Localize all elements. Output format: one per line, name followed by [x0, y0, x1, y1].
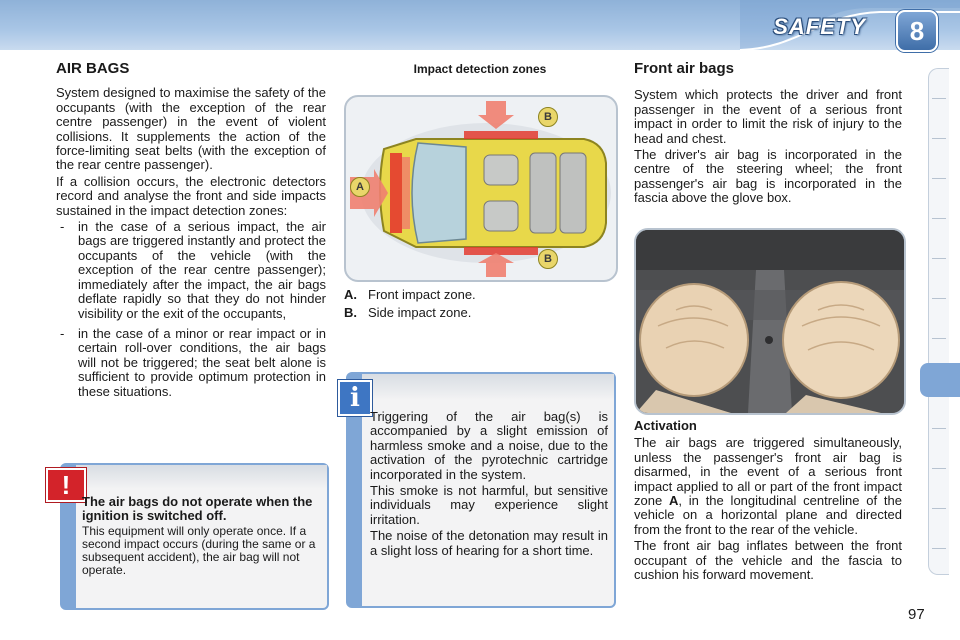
impact-zones-diagram: [344, 95, 618, 282]
tab-notch: [932, 178, 946, 179]
legend-text: Front impact zone.: [368, 287, 476, 302]
chapter-tabs: [928, 68, 960, 573]
front-airbags-photo: [634, 228, 906, 415]
legend-text: Side impact zone.: [368, 305, 472, 320]
activation-text-end: , in the longitudinal centreline of the vehicle on a horizontal plane and directed from the front to the rear of the vehicle.: [634, 493, 902, 537]
activation-section: [634, 419, 902, 584]
legend-row-a: [344, 286, 476, 304]
impact-cases-list: [56, 220, 326, 399]
page-number: 97: [908, 606, 925, 623]
tab-notch: [932, 298, 946, 299]
info-paragraph: This smoke is not harmful, but sensitive individuals may experience slight irritation.: [370, 483, 608, 527]
list-item: - in the case of a serious impact, the air bags are triggered instantly and protect the occupants of the vehicle (with the exception of the rear centre passenger); immediately after the impact, the air bags deflate rapidly so that they do not hinder visibility or the exit of the occupants,: [56, 220, 326, 321]
tab-notch: [932, 98, 946, 99]
warning-box-band: [76, 465, 327, 489]
chapter-number-badge: 8: [896, 10, 938, 52]
info-box-band: [362, 374, 614, 400]
tab-notch: [932, 338, 946, 339]
right-column-top: [634, 62, 902, 208]
list-item: - in the case of a minor or rear impact or in certain roll-over conditions, the air bags will not be triggered; the seat belt alone is sufficient to provide optimum protection in these situations.: [56, 327, 326, 399]
inflation-paragraph: The front air bag inflates between the front occupant of the vehicle and the fascia to cushion his forward movement.: [634, 538, 902, 583]
tab-rail: [928, 68, 949, 575]
zone-b-marker-bottom: B: [538, 249, 558, 269]
tab-notch: [932, 428, 946, 429]
warning-body-text: This equipment will only operate once. If a second impact occurs (during the same or a subsequent accident), the air bag will not operate.: [82, 524, 316, 577]
activation-heading: Activation: [634, 418, 697, 433]
tab-active-chapter[interactable]: [920, 363, 960, 397]
tab-notch: [932, 548, 946, 549]
tab-notch: [932, 218, 946, 219]
intro-paragraph: System designed to maximise the safety of the occupants (with the exception of the rear centre passenger) in the event of violent collisions. It supplements the action of the force-limiting seat belts (with the exception of the rear centre passenger).: [56, 85, 326, 173]
car-top-view-illustration: [346, 97, 616, 280]
zone-b-marker-top: B: [538, 107, 558, 127]
tab-notch: [932, 258, 946, 259]
info-icon: i: [338, 380, 372, 416]
section-title: SAFETY: [773, 14, 866, 39]
airbags-inflated-illustration: [636, 230, 904, 413]
tab-notch: [932, 468, 946, 469]
legend-row-b: [344, 304, 476, 322]
zone-a-marker: A: [350, 177, 370, 197]
diagram-legend: [344, 286, 476, 322]
air-bags-heading: AIR BAGS: [56, 60, 130, 77]
front-air-bags-heading: Front air bags: [634, 60, 735, 77]
legend-key: A.: [344, 287, 357, 302]
warning-text: [82, 495, 322, 577]
left-column: [56, 62, 326, 405]
front-airbags-paragraph: System which protects the driver and front passenger in the event of a serious front impact in order to limit the risk of injury to the head and chest.: [634, 87, 902, 146]
warning-bold-text: The air bags do not operate when the ignition is switched off.: [82, 494, 313, 523]
info-paragraph: The noise of the detonation may result in a slight loss of hearing for a short time.: [370, 528, 608, 558]
activation-text-start: The air bags are triggered simultaneously, unless the passenger's front air bag is disarmed, in the event of a serious front impact applied to all or part of the front impact zone: [634, 435, 902, 509]
info-text: [370, 410, 608, 560]
activation-zone-key: A: [668, 493, 679, 509]
activation-paragraph: [634, 436, 902, 537]
tab-notch: [932, 138, 946, 139]
tab-notch: [932, 508, 946, 509]
warning-icon: !: [46, 468, 86, 502]
info-paragraph: Triggering of the air bag(s) is accompanied by a slight emission of harmless smoke and a noise, due to the activation of the pyrotechnic cartridge incorporated in the system.: [370, 409, 608, 482]
detectors-paragraph: If a collision occurs, the electronic detectors record and analyse the front and side impacts sustained in the impact detection zones:: [56, 173, 326, 218]
diagram-title: Impact detection zones: [413, 62, 547, 76]
front-airbags-location-paragraph: The driver's air bag is incorporated in the centre of the steering wheel; the front passenger's air bag is incorporated in the fascia above the glove box.: [634, 147, 902, 206]
legend-key: B.: [344, 305, 357, 320]
